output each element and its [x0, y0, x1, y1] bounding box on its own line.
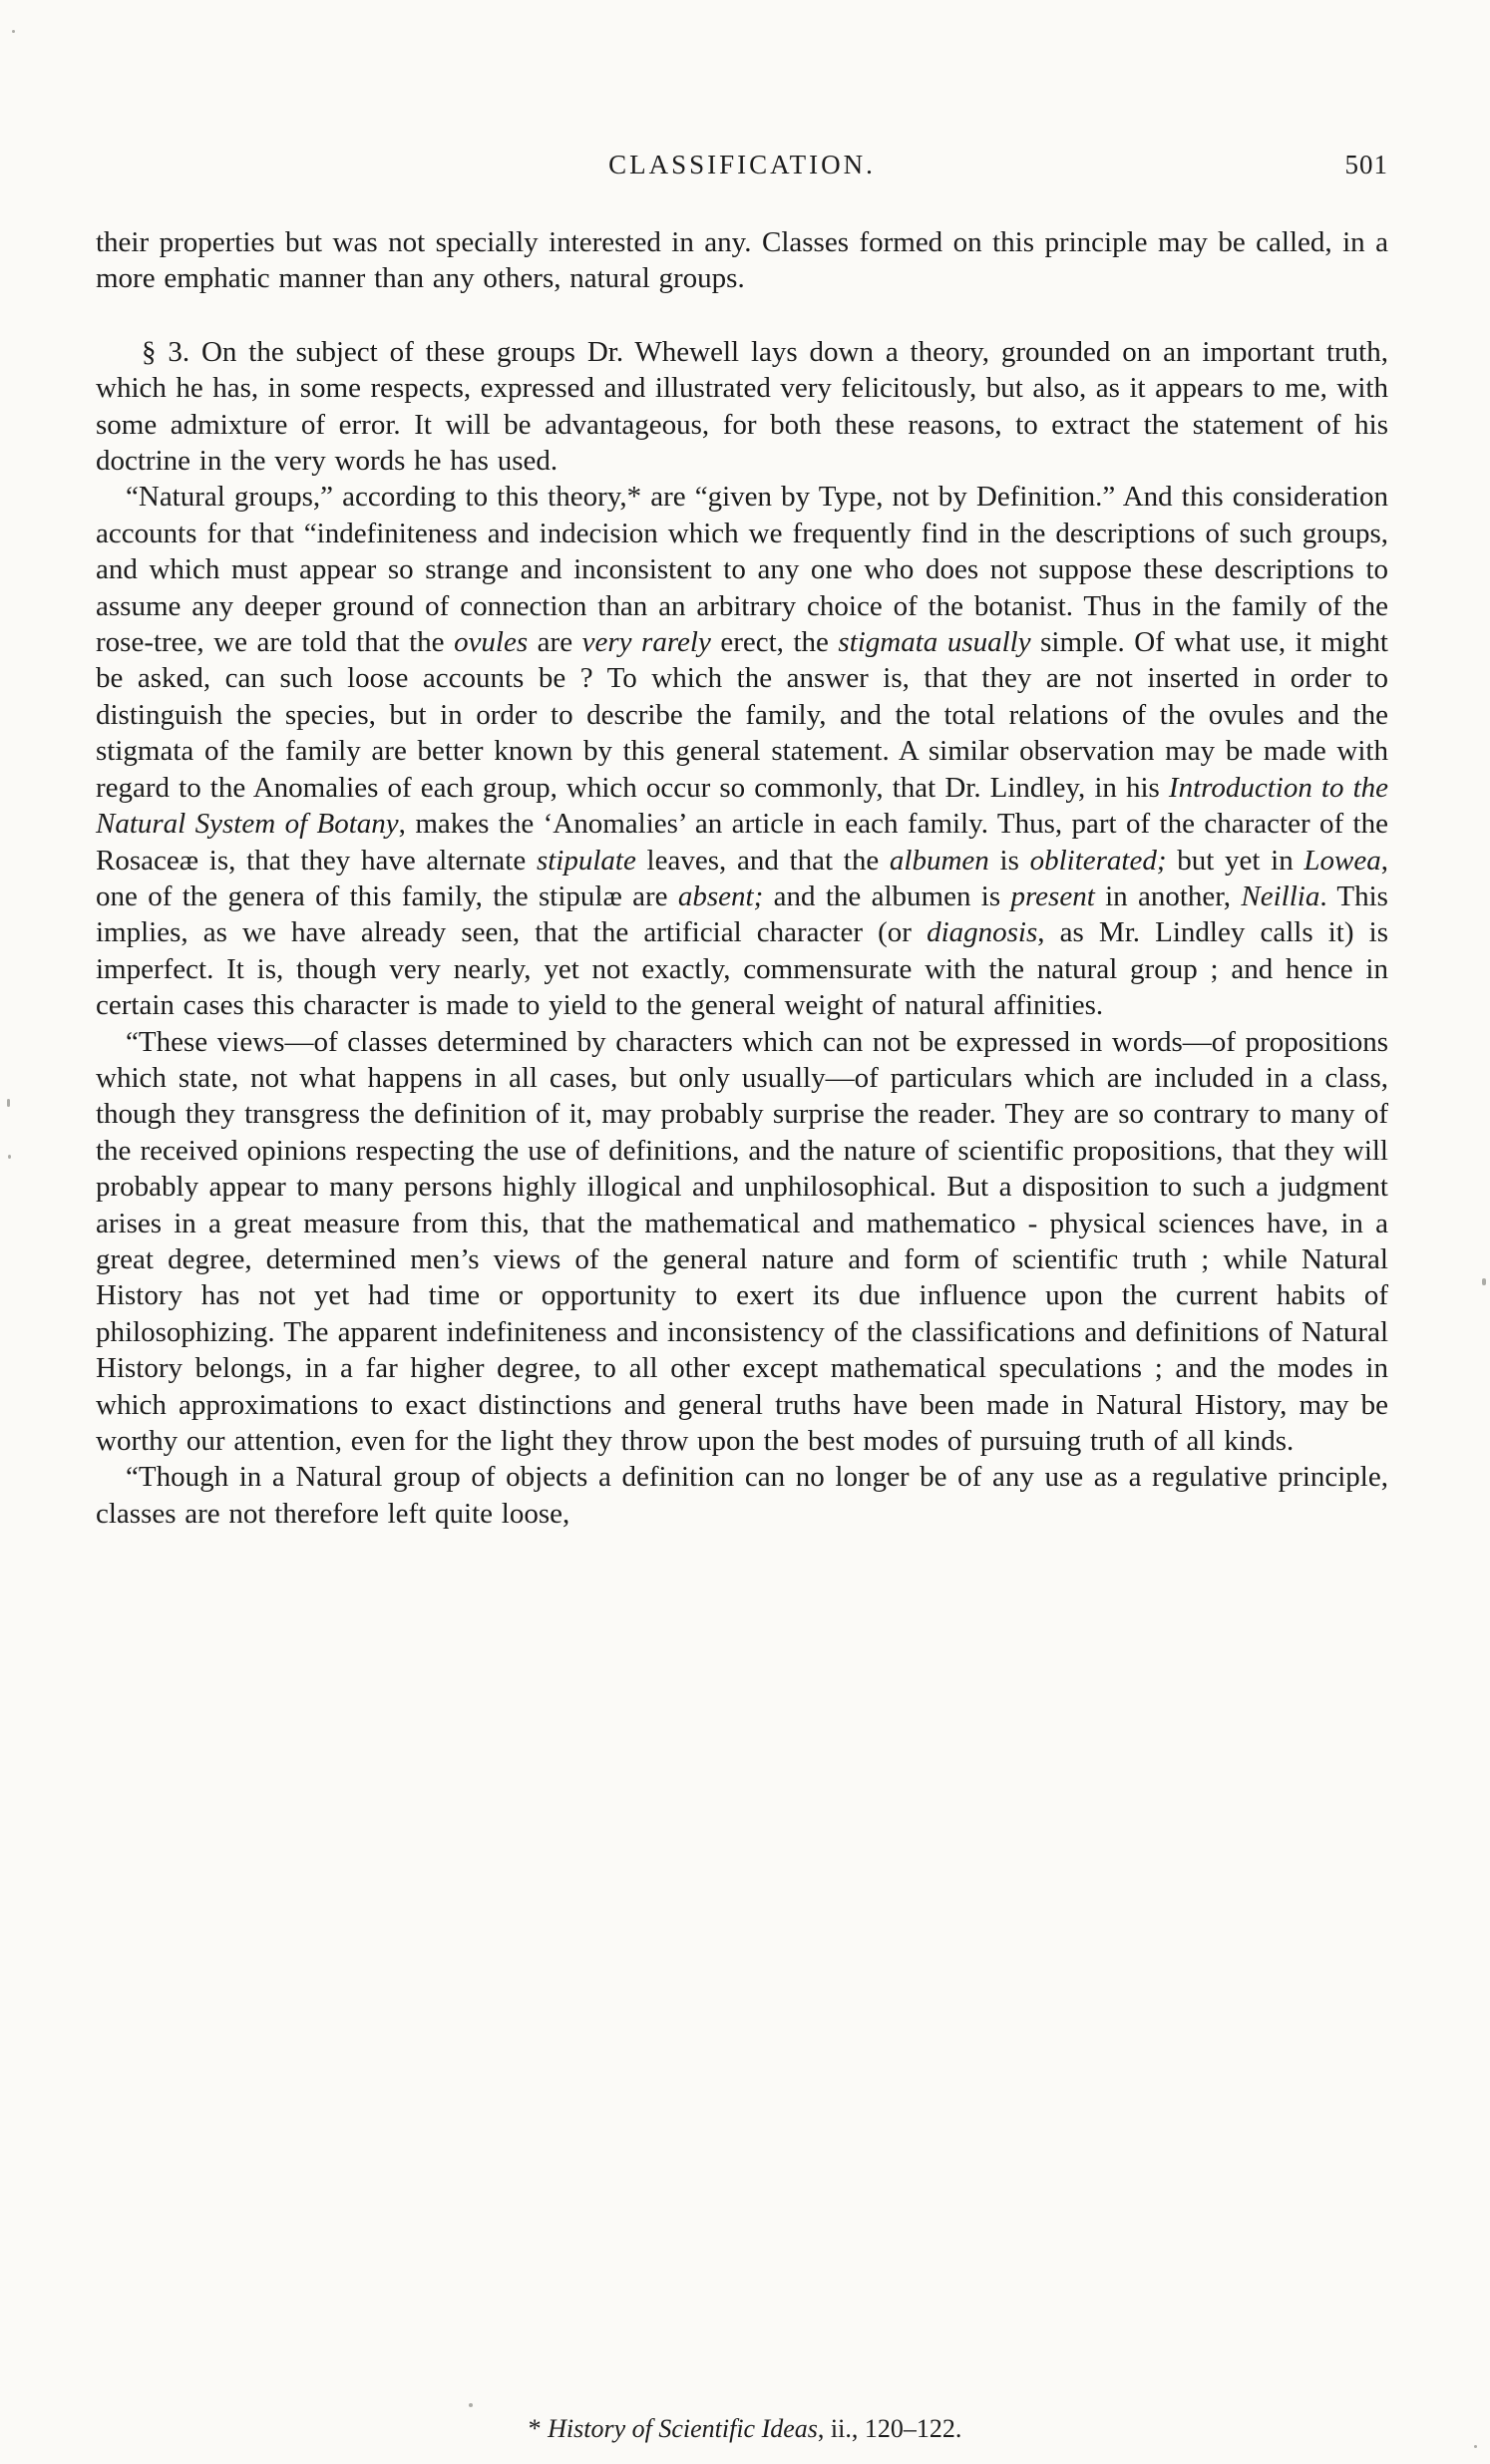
scan-artifact: [8, 1155, 11, 1159]
paragraph-quote-these-views: “These views—of classes determined by characters which can not be expressed in words—of propositions which state, not what happens in all cases, but only usually—of particulars which are included in a class, though they transgress the definition of it, may probably surprise the reader. They are so contrary to many of the received opinions respecting the use of definitions, and the nature of scientific propositions, that they will probably appear to many persons highly illogical and unphilosophical. But a disposition to such a judgment arises in a great measure from this, that the mathematical and mathematico - physical sciences have, in a great degree, determined men’s views of the general nature and form of scientific truth ; while Natural History has not yet had time or opportunity to exert its due influence upon the current habits of philosophizing. The apparent indefiniteness and inconsistency of the classifications and definitions of Natural History belongs, in a far higher degree, to all other except mathematical speculations ; and the modes in which approximations to exact distinctions and general truths have been made in Natural History, may be worthy our attention, even for the light they throw upon the best modes of pursuing truth of all kinds.: [96, 1025, 1388, 1457]
running-head: [96, 150, 1388, 180]
scan-artifact: [1482, 1278, 1486, 1285]
running-head-title: CLASSIFICATION.: [608, 150, 876, 179]
paragraph-quote-though-in-natural-group: “Though in a Natural group of objects a definition can no longer be of any use as a regulative principle, classes are not therefore left quite loose,: [96, 1461, 1388, 1530]
page-body: [96, 224, 1388, 1532]
paragraph-continuation: their properties but was not specially interested in any. Classes formed on this principle may be called, in a more emphatic manner than any others, natural groups.: [96, 226, 1388, 295]
paragraph-quote-natural-groups: “Natural groups,” according to this theory,* are “given by Type, not by Definition.” And this consideration accounts for that “indefiniteness and indecision which we frequently find in the descriptions of such groups, and which must appear so strange and inconsistent to any one who does not suppose these descriptions to assume any deeper ground of connection than an arbitrary choice of the botanist. Thus in the family of the rose-tree, we are told that the ovules are very rarely erect, the stigmata usually simple. Of what use, it might be asked, can such loose accounts be ? To which the answer is, that they are not inserted in order to distinguish the species, but in order to describe the family, and the total relations of the ovules and the stigmata of the family are better known by this general statement. A similar observation may be made with regard to the Anomalies of each group, which occur so commonly, that Dr. Lindley, in his Introduction to the Natural System of Botany, makes the ‘Anomalies’ an article in each family. Thus, part of the character of the Rosaceæ is, that they have alternate stipulate leaves, and that the albumen is obliterated; but yet in Lowea, one of the genera of this family, the stipulæ are absent; and the albumen is present in another, Neillia. This implies, as we have already seen, that the artificial character (or diagnosis, as Mr. Lindley calls it) is imperfect. It is, though very nearly, yet not exactly, commensurate with the natural group ; and hence in certain cases this character is made to yield to the general weight of natural affinities.: [96, 481, 1389, 1022]
paragraph-section-3: § 3. On the subject of these groups Dr. Whewell lays down a theory, grounded on an important truth, which he has, in some respects, expressed and illustrated very felicitously, but also, as it appears to me, with some admixture of error. It will be advantageous, for both these reasons, to extract the statement of his doctrine in the very words he has used.: [96, 335, 1388, 478]
scan-artifact: [12, 30, 15, 33]
scan-artifact: [1474, 2445, 1477, 2448]
page-number: 501: [1344, 150, 1388, 179]
scan-artifact: [469, 2403, 473, 2407]
scan-artifact: [7, 1099, 10, 1107]
footnote: * History of Scientific Ideas, ii., 120–122.: [528, 2414, 962, 2443]
